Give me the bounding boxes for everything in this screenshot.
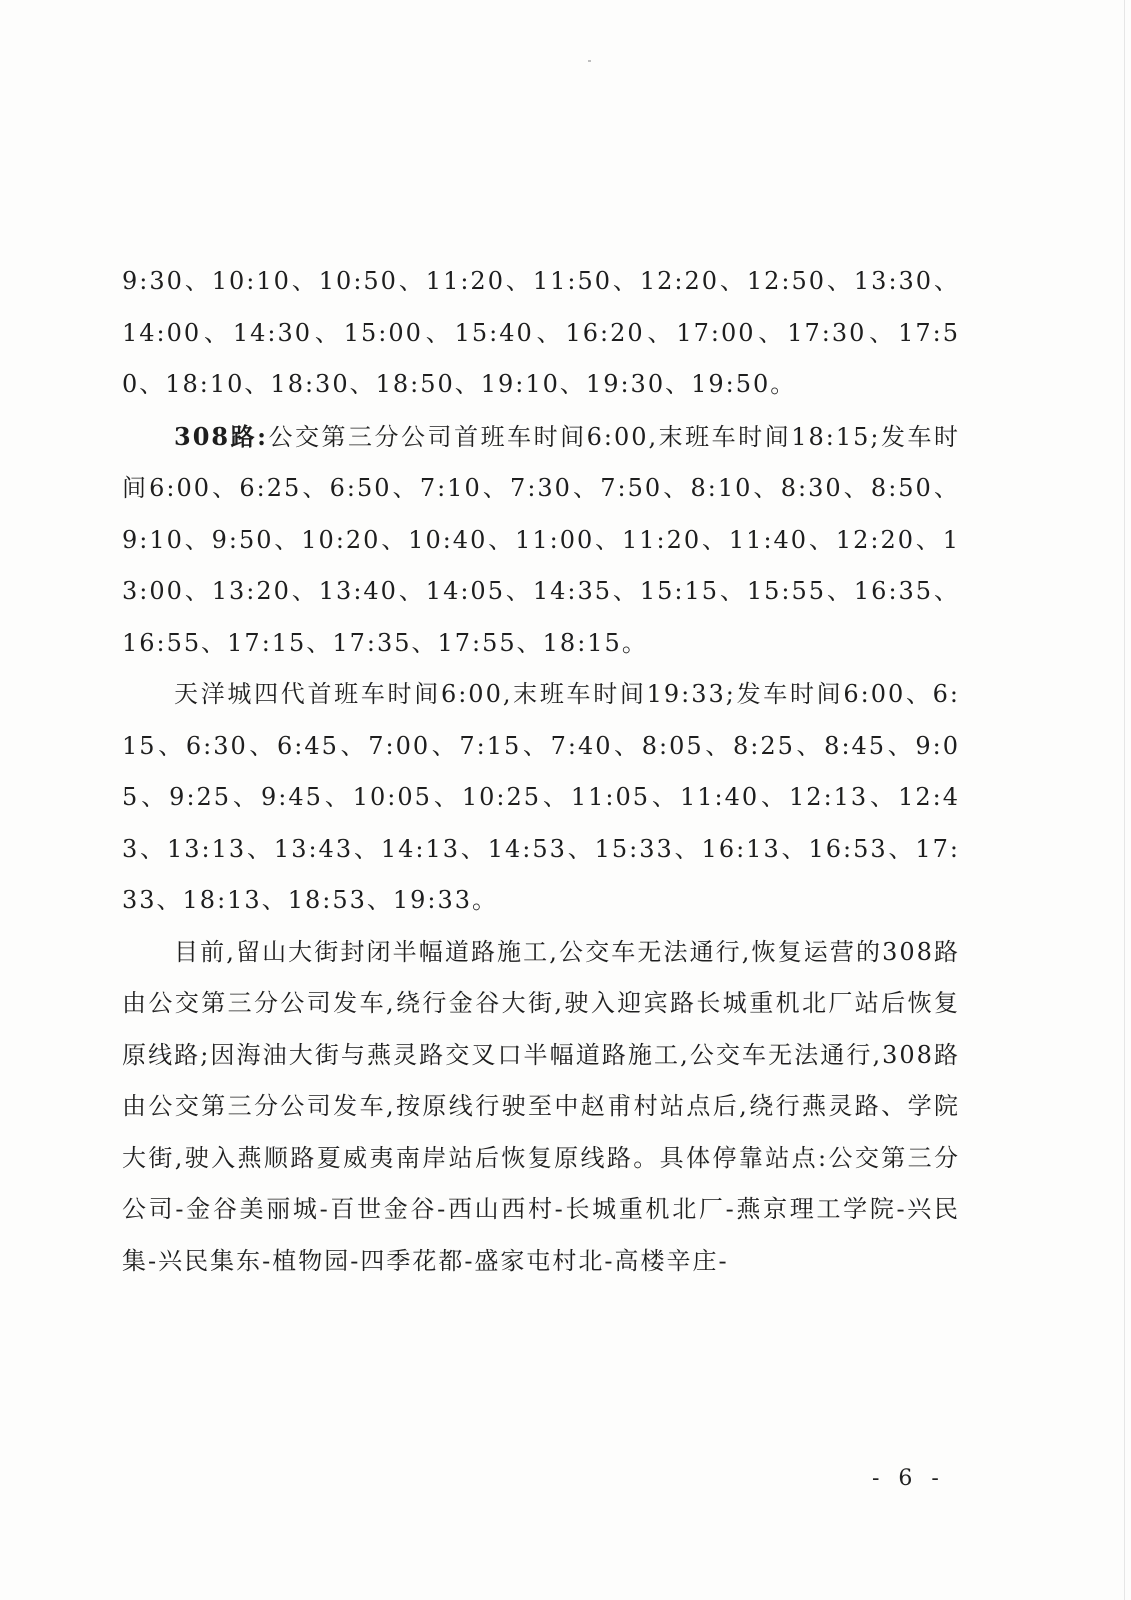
- route-308-text: 公交第三分公司首班车时间6:00,末班车时间18:15;发车时间6:00、6:25、6:50、7:10、7:30、7:50、8:10、8:30、8:50、9:10、9:50、10:20、10:40、11:00、11:20、11:40、12:20、13:00、13:20、13:40、14:05、14:35、15:15、15:55、16:35、16:55、17:15、17:35、17:55、18:15。: [122, 422, 960, 657]
- page-number: - 6 -: [872, 1466, 945, 1491]
- route-308-label: 308路:: [174, 421, 268, 451]
- document-body: [122, 256, 960, 1287]
- scan-edge-line: [1124, 0, 1125, 1600]
- tianyang-schedule-paragraph: 天洋城四代首班车时间6:00,末班车时间19:33;发车时间6:00、6:15、6:30、6:45、7:00、7:15、7:40、8:05、8:25、8:45、9:05、9:25、9:45、10:05、10:25、11:05、11:40、12:13、12:43、13:13、13:43、14:13、14:53、15:33、16:13、16:53、17:33、18:13、18:53、19:33。: [122, 680, 960, 914]
- scan-speck: [588, 60, 591, 62]
- schedule-continuation: 9:30、10:10、10:50、11:20、11:50、12:20、12:50、13:30、14:00、14:30、15:00、15:40、16:20、17:00、17:30、17:50、18:10、18:30、18:50、19:10、19:30、19:50。: [122, 267, 960, 398]
- route-308-paragraph: [122, 411, 960, 670]
- detour-notice-paragraph: 目前,留山大街封闭半幅道路施工,公交车无法通行,恢复运营的308路由公交第三分公司发车,绕行金谷大街,驶入迎宾路长城重机北厂站后恢复原线路;因海油大街与燕灵路交叉口半幅道路施工,公交车无法通行,308路由公交第三分公司发车,按原线行驶至中赵甫村站点后,绕行燕灵路、学院大街,驶入燕顺路夏威夷南岸站后恢复原线路。具体停靠站点:公交第三分公司-金谷美丽城-百世金谷-西山西村-长城重机北厂-燕京理工学院-兴民集-兴民集东-植物园-四季花都-盛家屯村北-高楼辛庄-: [122, 937, 960, 1275]
